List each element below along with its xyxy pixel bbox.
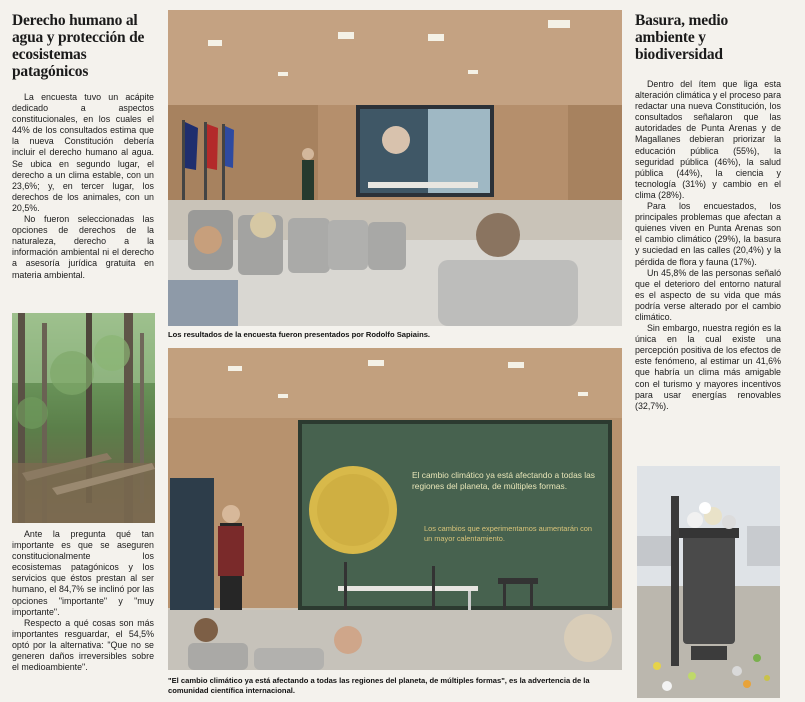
- left-body-bottom: [12, 529, 154, 673]
- conference-photo-bottom: [168, 348, 622, 670]
- right-headline: Basura, medio ambiente y biodiversidad: [635, 12, 728, 63]
- top-photo-caption: Los resultados de la encuesta fueron presentados por Rodolfo Sapiains.: [168, 330, 431, 339]
- slide-quote: El cambio climático ya está afectando a todas las regiones del planeta, de múltiples formas.: [412, 470, 595, 491]
- left-paragraph: La encuesta tuvo un acápite dedicado a aspectos constitucionales, en los cuales el 44% de los consultados estima que la nueva Constitución debería incluir el derecho humano al agua. Se ubica en segundo lugar, el derecho a un clima estable, con un 23,6%; y, en tercer lugar, los derechos de los animales, con un 20,5%.: [12, 92, 154, 213]
- trash-bin-photo: [637, 466, 780, 698]
- left-paragraph: Ante la pregunta qué tan importante es que se aseguren constitucionalmente los ecosistemas patagónicos y los servicios que éstos prestan al ser humano, el 84,7% se inclinó por las opciones "importante" y "muy importante".: [12, 529, 154, 617]
- right-article: [635, 12, 781, 412]
- bottom-photo-caption: "El cambio climático ya está afectando a todas las regiones del planeta, de múltiples formas", es la advertencia de la comunidad científica internacional.: [168, 676, 590, 695]
- right-paragraph: Un 45,8% de las personas señaló que el deterioro del entorno natural es el aspecto de su vida que más podría verse alterado por el cambio climático.: [635, 267, 781, 322]
- right-paragraph: Para los encuestados, los principales problemas que afectan a quienes viven en Punta Arenas son el cambio climático (29%), la basura y suciedad en las calles (20,4%) y la pérdida de flora y fauna (17%).: [635, 201, 781, 267]
- conference-photo-top: [168, 10, 622, 326]
- left-paragraph: Respecto a qué cosas son más importantes resguardar, el 54,5% optó por la alternativa: "Que no se generen daños irreversibles sobre el medioambiente".: [12, 617, 154, 673]
- left-article: [12, 12, 154, 281]
- left-headline: Derecho humano al agua y protección de ecosistemas patagónicos: [12, 12, 145, 80]
- forest-photo: [12, 313, 155, 523]
- right-paragraph: Sin embargo, nuestra región es la única en la cual existe una percepción positiva de los efectos de este fenómeno, al estimar un 41,6% que habría un clima más amigable con el turismo y mayores incentivos para usar energías renovables (32,7%).: [635, 323, 781, 411]
- left-paragraph: No fueron seleccionadas las opciones de derechos de la naturaleza, derecho a la información ambiental ni el derecho a asesoría jurídica gratuita en materia ambiental.: [12, 214, 154, 280]
- right-paragraph: Dentro del ítem que liga esta alteración climática y el proceso para redactar una nueva Constitución, los consultados señalaron que las autoridades de Punta Arenas y de Magallanes debieran priorizar la educación pública (55%), la seguridad pública (46%), la salud pública (44%), la ciencia y tecnología (31%) y cambio en el clima (28%).: [635, 79, 782, 200]
- right-body: [635, 79, 781, 412]
- slide-subtext: Los cambios que experimentamos aumentarán con un mayor calentamiento.: [424, 524, 593, 543]
- left-body-top: [12, 92, 154, 281]
